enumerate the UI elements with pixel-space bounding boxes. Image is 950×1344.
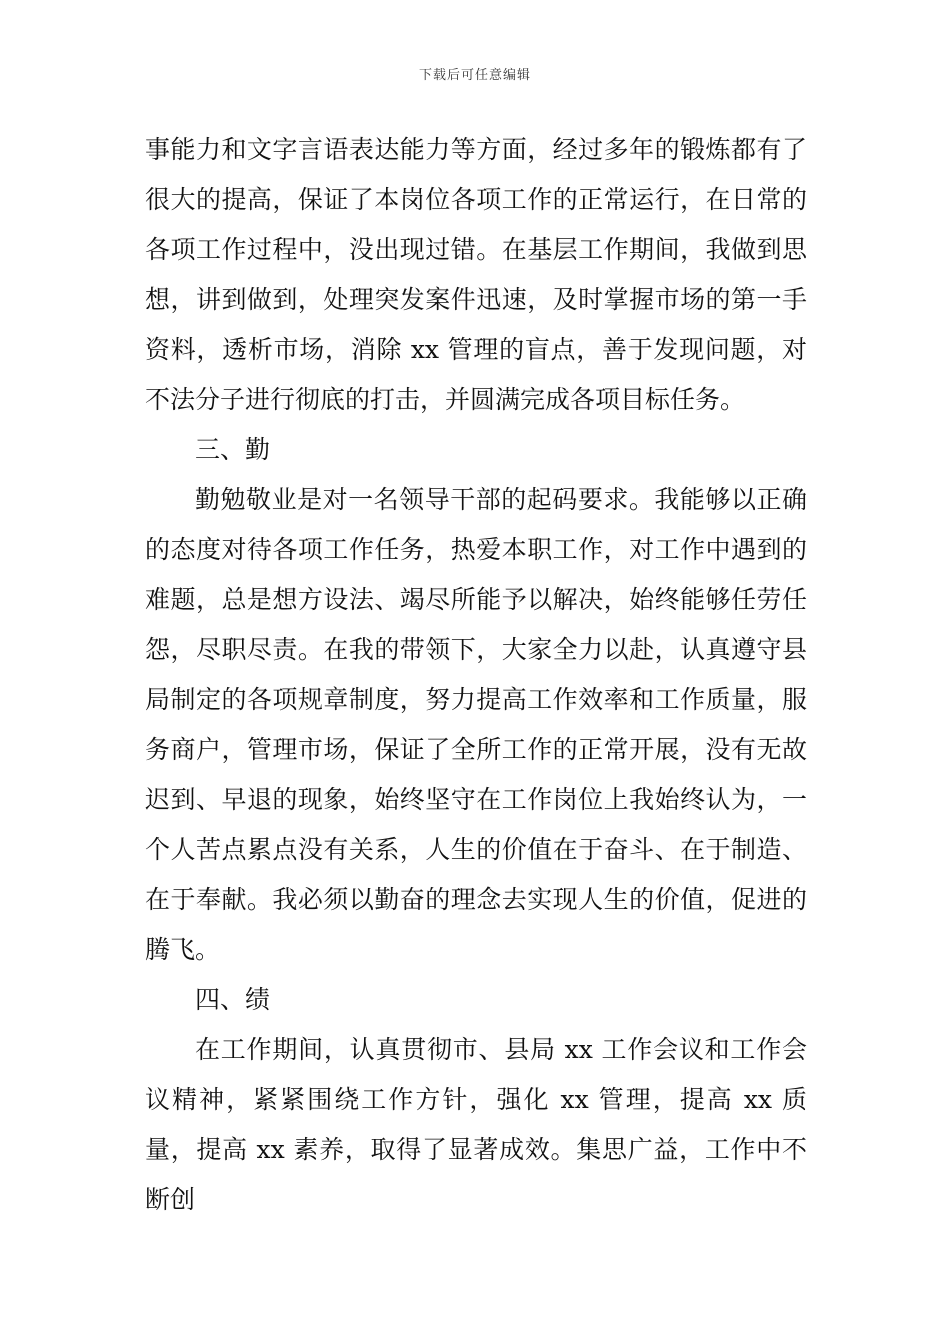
paragraph-qin: 勤勉敬业是对一名领导干部的起码要求。我能够以正确的态度对待各项工作任务，热爱本职工作，对工作中遇到的难题，总是想方设法、竭尽所能予以解决，始终能够任劳任怨，尽职尽责。在我的带领下，大家全力以赴，认真遵守县局制定的各项规章制度，努力提高工作效率和工作质量，服务商户，管理市场，保证了全所工作的正常开展，没有无故迟到、早退的现象，始终坚守在工作岗位上我始终认为，一个人苦点累点没有关系，人生的价值在于奋斗、在于制造、在于奉献。我必须以勤奋的理念去实现人生的价值，促进的腾飞。 bbox=[145, 485, 807, 964]
document-body bbox=[145, 125, 807, 1225]
section-heading-qin: 三、勤 bbox=[195, 435, 271, 464]
section-heading-ji: 四、绩 bbox=[195, 985, 271, 1014]
paragraph-continuation: 事能力和文字言语表达能力等方面，经过多年的锻炼都有了很大的提高，保证了本岗位各项工作的正常运行，在日常的各项工作过程中，没出现过错。在基层工作期间，我做到思想，讲到做到，处理突发案件迅速，及时掌握市场的第一手资料，透析市场，消除 xx 管理的盲点，善于发现问题，对不法分子进行彻底的打击，并圆满完成各项目标任务。 bbox=[145, 135, 807, 414]
paragraph-ji: 在工作期间，认真贯彻市、县局 xx 工作会议和工作会议精神，紧紧围绕工作方针，强化 xx 管理，提高 xx 质量，提高 xx 素养，取得了显著成效。集思广益，工作中不断创 bbox=[145, 1035, 807, 1214]
page-header: 下载后可任意编辑 bbox=[418, 68, 531, 83]
